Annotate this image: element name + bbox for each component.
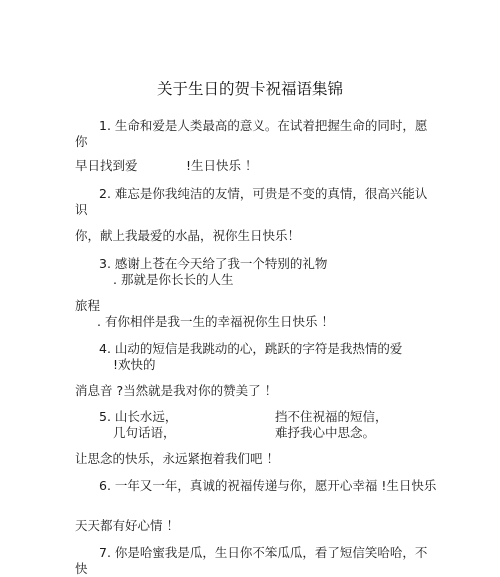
text-line: 天天都有好心情 ！ [75,518,179,533]
text-line: 旅程 [75,298,101,313]
text-line: 你，献上我最爱的水晶，祝你生日快乐！ [75,228,301,243]
text-line: 让思念的快乐，永远紧抱着我们吧 ！ [75,451,279,466]
text-line: . 有你相伴是我一生的幸福祝你生日快乐 ！ [97,314,334,329]
document-title: 关于生日的贺卡祝福语集锦 [156,80,343,98]
text-line: 1. 生命和爱是人类最高的意义。在试着把握生命的同时，愿 [99,118,428,133]
text-line: 识 [75,202,88,217]
text-line: 5. 山长水远， [99,409,178,424]
text-line: . 那就是你长长的人生 [113,272,234,287]
text-line: 你 [75,134,88,149]
text-line: 快 [75,561,88,576]
text-line: 7. 你是哈蜜我是瓜，生日你不笨瓜瓜，看了短信笑哈哈，不 [99,545,428,560]
text-line: 4. 山动的短信是我跳动的心，跳跃的字符是我热情的爱 [99,341,403,356]
text-line: 消息音 ?当然就是我对你的赞美了 ！ [75,383,278,398]
text-line: 6. 一年又一年，真诚的祝福传递与你，愿开心幸福 !生日快乐 [99,478,437,493]
text-line: 几句话语， [113,425,176,440]
text-line: !欢快的 [113,357,156,372]
text-line: 挡不住祝福的短信， [275,409,388,424]
text-line: 3. 感谢上苍在今天给了我一个特别的礼物 [99,256,328,271]
text-line: !生日快乐 ！ [186,158,258,173]
text-line: 2. 难忘是你我纯洁的友情，可贵是不变的真情，很高兴能认 [99,186,428,201]
text-line: 早日找到爱 [75,158,138,173]
text-line: 难抒我心中思念。 [275,425,376,440]
